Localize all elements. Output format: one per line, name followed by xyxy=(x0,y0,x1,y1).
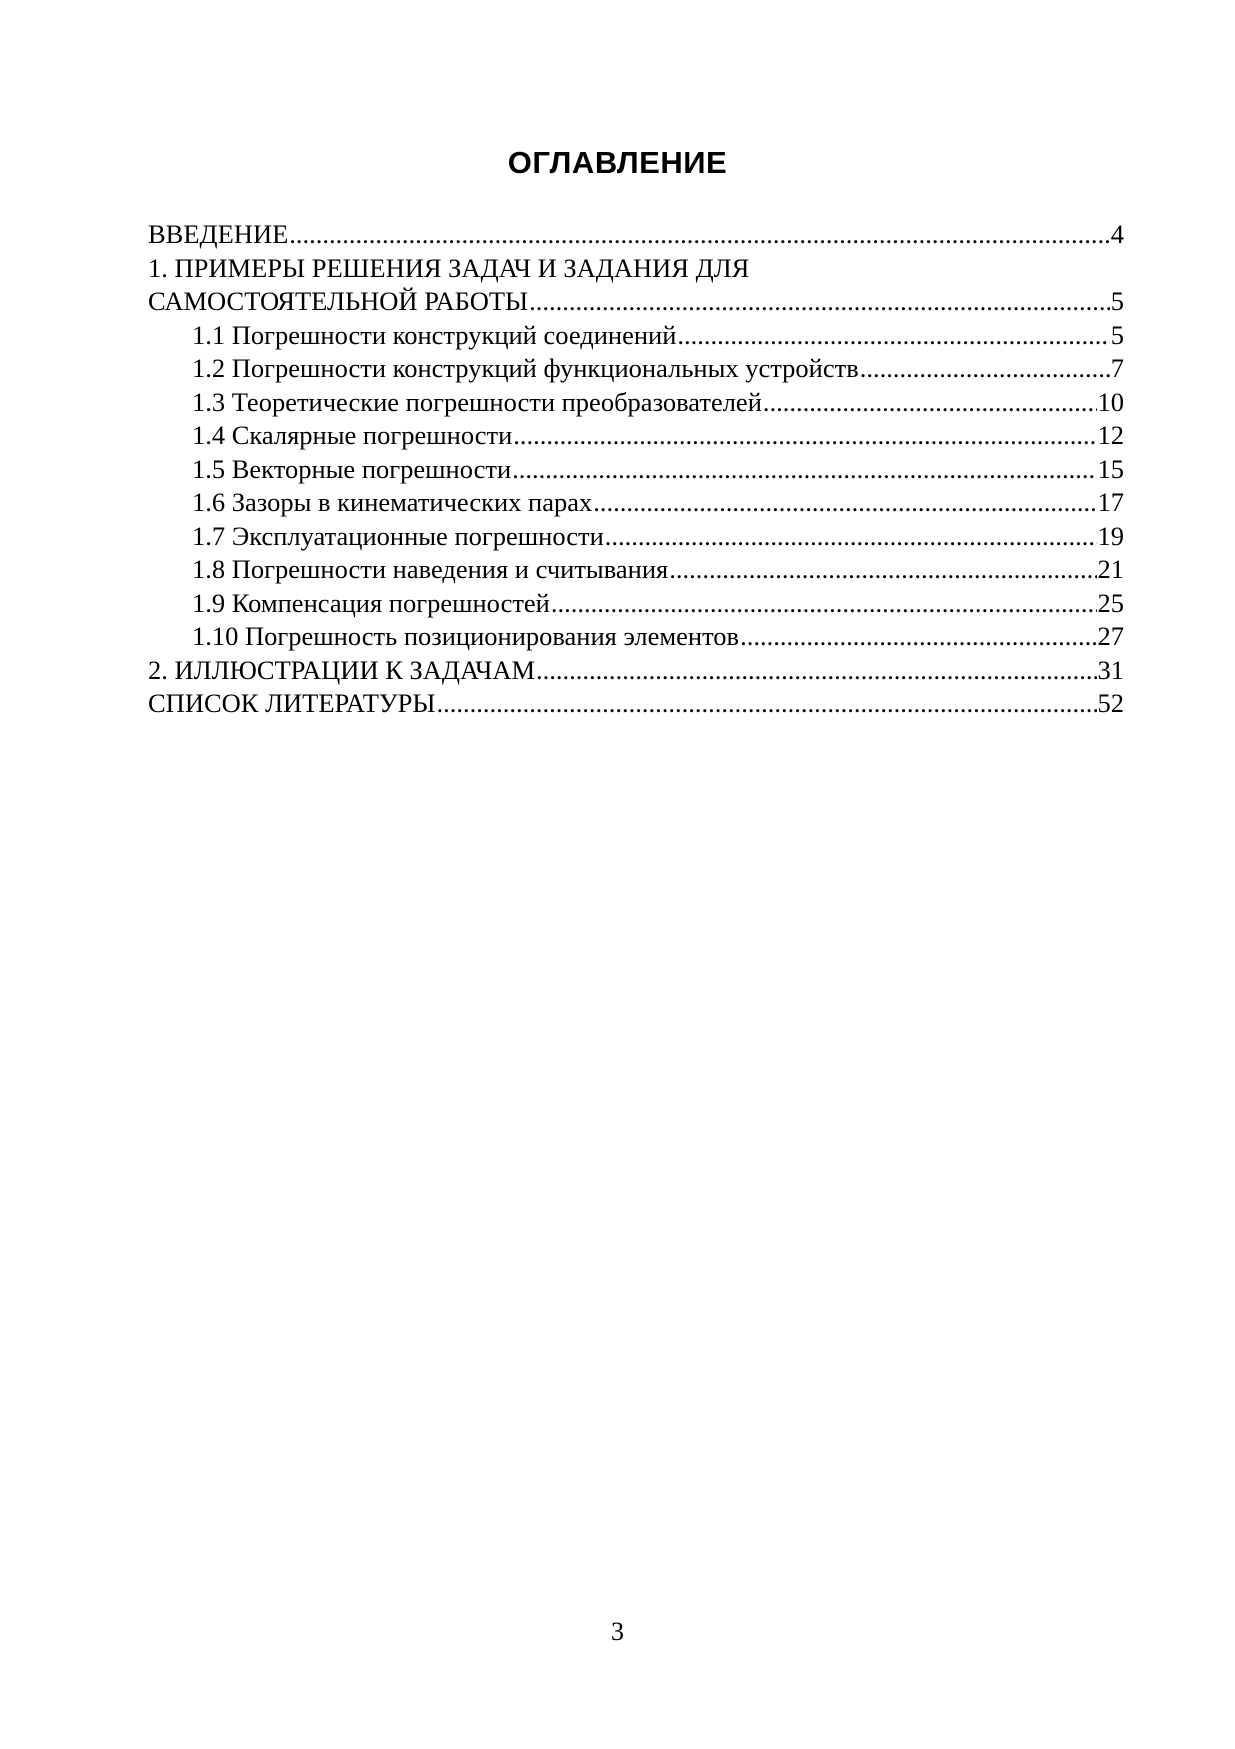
toc-entry-label: 2. ИЛЛЮСТРАЦИИ К ЗАДАЧАМ xyxy=(148,654,536,685)
toc-entry-page: 25 xyxy=(1097,587,1124,618)
toc-entry-subsection[interactable] xyxy=(148,587,1124,621)
page-number: 3 xyxy=(611,1617,624,1646)
toc-entry-page: 52 xyxy=(1097,688,1124,718)
toc-entry-label: 1.9 Компенсация погрешностей xyxy=(192,587,550,618)
toc-entry-label: ВВЕДЕНИЕ xyxy=(148,219,289,249)
toc-entry-subsection[interactable] xyxy=(148,453,1124,487)
toc-entry-subsection[interactable] xyxy=(148,319,1124,353)
dot-leader xyxy=(513,419,1096,453)
toc-entry-intro[interactable] xyxy=(148,218,1124,252)
toc-entry-subsection[interactable] xyxy=(148,419,1124,453)
dot-leader xyxy=(593,486,1096,520)
dot-leader xyxy=(669,553,1096,587)
toc-entry-section1[interactable] xyxy=(148,285,1124,319)
toc-entry-label: 1.6 Зазоры в кинематических парах xyxy=(192,487,593,517)
toc-entry-label: САМОСТОЯТЕЛЬНОЙ РАБОТЫ xyxy=(148,286,529,316)
toc-entry-label: 1. ПРИМЕРЫ РЕШЕНИЯ ЗАДАЧ И ЗАДАНИЯ ДЛЯ xyxy=(148,252,750,283)
toc-entry-label: 1.5 Векторные погрешности xyxy=(192,453,512,484)
toc-entry-page: 27 xyxy=(1097,621,1124,651)
dot-leader xyxy=(289,218,1109,252)
toc-entry-page: 15 xyxy=(1097,453,1124,484)
dot-leader xyxy=(740,620,1096,654)
dot-leader xyxy=(860,352,1110,386)
toc-entry-page: 17 xyxy=(1097,487,1124,517)
toc-entry-page: 5 xyxy=(1110,286,1124,316)
toc-entry-subsection[interactable] xyxy=(148,386,1124,420)
toc-entry-section2[interactable] xyxy=(148,654,1124,688)
dot-leader xyxy=(536,654,1096,688)
toc-entry-page: 4 xyxy=(1110,219,1124,249)
toc-entry-label: СПИСОК ЛИТЕРАТУРЫ xyxy=(148,688,436,718)
table-of-contents xyxy=(148,218,1124,721)
toc-entry-references[interactable] xyxy=(148,687,1124,721)
toc-entry-subsection[interactable] xyxy=(148,520,1124,554)
toc-entry-label: 1.10 Погрешность позиционирования элементов xyxy=(192,621,740,651)
toc-entry-page: 19 xyxy=(1097,520,1124,551)
dot-leader xyxy=(551,587,1097,621)
toc-entry-subsection[interactable] xyxy=(148,620,1124,654)
toc-entry-label: 1.3 Теоретические погрешности преобразователей xyxy=(192,386,762,417)
toc-entry-page: 31 xyxy=(1097,654,1124,685)
toc-entry-page: 7 xyxy=(1110,353,1124,383)
toc-entry-label: 1.1 Погрешности конструкций соединений xyxy=(192,319,677,350)
dot-leader xyxy=(605,520,1097,554)
toc-title: ОГЛАВЛЕНИЕ xyxy=(507,145,728,180)
dot-leader xyxy=(763,386,1097,420)
dot-leader xyxy=(512,453,1096,487)
toc-entry-label: 1.8 Погрешности наведения и считывания xyxy=(192,554,669,584)
dot-leader xyxy=(677,319,1109,353)
toc-entry-subsection[interactable] xyxy=(148,352,1124,386)
toc-entry-page: 10 xyxy=(1097,386,1124,417)
toc-entry-subsection[interactable] xyxy=(148,486,1124,520)
toc-entry-subsection[interactable] xyxy=(148,553,1124,587)
dot-leader xyxy=(437,687,1097,721)
toc-entry-label: 1.7 Эксплуатационные погрешности xyxy=(192,520,604,551)
toc-entry-page: 21 xyxy=(1097,554,1124,584)
dot-leader xyxy=(529,285,1110,319)
toc-entry-page: 5 xyxy=(1110,319,1124,350)
toc-entry-section1-line1[interactable] xyxy=(148,252,1124,286)
toc-entry-page: 12 xyxy=(1097,420,1124,450)
toc-entry-label: 1.4 Скалярные погрешности xyxy=(192,420,513,450)
toc-entry-label: 1.2 Погрешности конструкций функциональных устройств xyxy=(192,353,859,383)
